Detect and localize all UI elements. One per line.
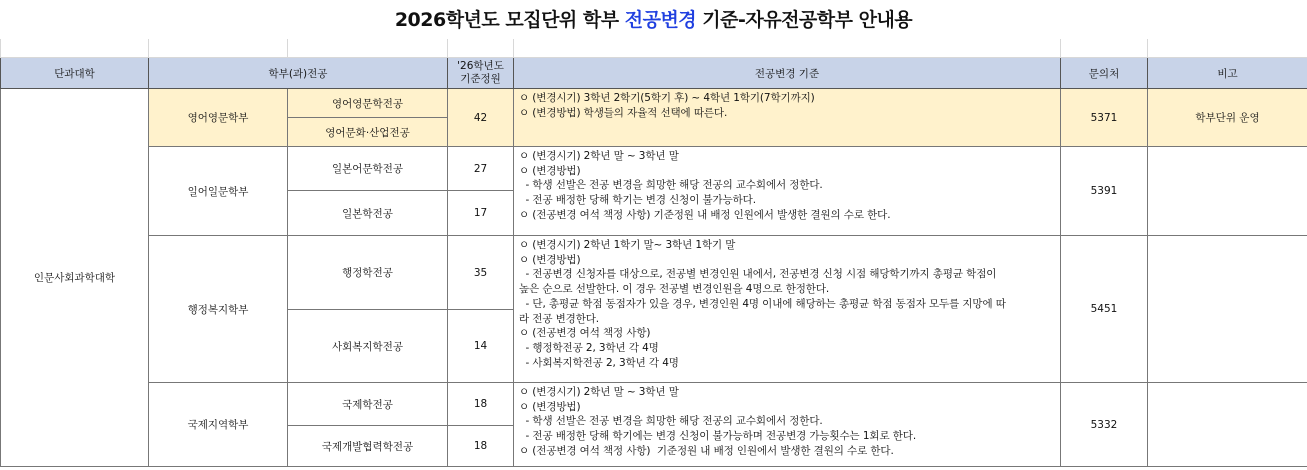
criteria-cell: ㅇ (변경시기) 3학년 2학기(5학기 후) ~ 4학년 1학기(7학기까지) ㅇ (변경방법) 학생들의 자율적 선택에 따른다.: [514, 89, 1061, 147]
table-row: [1, 383, 1307, 426]
title-suffix: 기준-자유전공학부 안내용: [696, 9, 913, 31]
header-row: [1, 58, 1307, 89]
quota-cell: 17: [448, 191, 514, 236]
note-cell: [1148, 147, 1307, 236]
title-prefix: 2026학년도 모집단위 학부: [394, 9, 625, 31]
major-cell: 일본어문학전공: [288, 147, 448, 191]
quota-cell: 27: [448, 147, 514, 191]
note-cell: [1148, 383, 1307, 467]
header-criteria: 전공변경 기준: [514, 58, 1061, 89]
major-cell: 영어문화·산업전공: [288, 118, 448, 147]
header-note: 비고: [1148, 58, 1307, 89]
note-cell: 학부단위 운영: [1148, 89, 1307, 147]
page-title: [0, 0, 1307, 40]
contact-cell: 5371: [1061, 89, 1148, 147]
criteria-cell: ㅇ (변경시기) 2학년 말 ~ 3학년 말 ㅇ (변경방법) - 학생 선발은 전공 변경을 희망한 해당 전공의 교수회에서 정한다. - 전공 배정한 당해 학기에는 변경 신청이 불가능하며 전공변경 가능횟수는 1회로 한다. ㅇ (전공변경 여석 책정 사항) 기준정원 내 배정 인원에서 발생한 결원의 수로 한다.: [514, 383, 1061, 467]
table-row: [1, 236, 1307, 310]
header-contact: 문의처: [1061, 58, 1148, 89]
criteria-cell: ㅇ (변경시기) 2학년 말 ~ 3학년 말 ㅇ (변경방법) - 학생 선발은 전공 변경을 희망한 해당 전공의 교수회에서 정한다. - 전공 배정한 당해 학기는 변경 신청이 불가능하다. ㅇ (전공변경 여석 책정 사항) 기준정원 내 배정 인원에서 발생한 결원의 수로 한다.: [514, 147, 1061, 236]
dept-cell: 일어일문학부: [149, 147, 288, 236]
table-row: [1, 89, 1307, 118]
major-cell: 영어영문학전공: [288, 89, 448, 118]
major-cell: 일본학전공: [288, 191, 448, 236]
major-cell: 국제개발협력학전공: [288, 426, 448, 467]
dept-cell: 행정복지학부: [149, 236, 288, 383]
quota-cell: 18: [448, 383, 514, 426]
note-cell: [1148, 236, 1307, 383]
header-dept: 학부(과)전공: [149, 58, 448, 89]
title-highlight: 전공변경: [624, 9, 697, 31]
contact-cell: 5391: [1061, 147, 1148, 236]
major-change-table: [0, 39, 1307, 467]
quota-cell: 18: [448, 426, 514, 467]
contact-cell: 5332: [1061, 383, 1148, 467]
table-row: [1, 147, 1307, 191]
quota-cell: 42: [448, 89, 514, 147]
major-cell: 국제학전공: [288, 383, 448, 426]
dept-cell: 영어영문학부: [149, 89, 288, 147]
major-cell: 사회복지학전공: [288, 310, 448, 383]
header-quota: '26학년도 기준정원: [448, 58, 514, 89]
quota-cell: 14: [448, 310, 514, 383]
college-cell: 인문사회과학대학: [1, 89, 149, 467]
dept-cell: 국제지역학부: [149, 383, 288, 467]
quota-cell: 35: [448, 236, 514, 310]
major-cell: 행정학전공: [288, 236, 448, 310]
criteria-cell: ㅇ (변경시기) 2학년 1학기 말~ 3학년 1학기 말 ㅇ (변경방법) - 전공변경 신청자를 대상으로, 전공별 변경인원 내에서, 전공변경 신청 시점 해당학기까지 총평균 학점이 높은 순으로 선발한다. 이 경우 전공별 변경인원을 4명으로 한정한다. - 단, 총평균 학점 동점자가 있을 경우, 변경인원 4명 이내에 해당하는 총평균 학점 동점자 모두를 지망에 따 라 전공 변경한다. ㅇ (전공변경 여석 책정 사항) - 행정학전공 2, 3학년 각 4명 - 사회복지학전공 2, 3학년 각 4명: [514, 236, 1061, 383]
contact-cell: 5451: [1061, 236, 1148, 383]
header-college: 단과대학: [1, 58, 149, 89]
